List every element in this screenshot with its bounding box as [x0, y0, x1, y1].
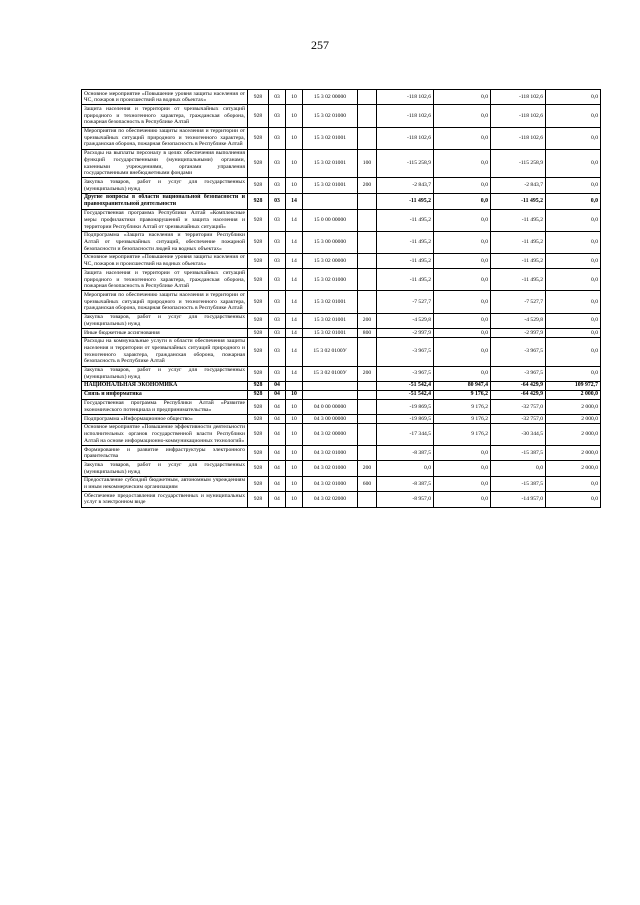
- cell-total-change: -3 967,5: [377, 366, 434, 381]
- table-row: [82, 291, 601, 313]
- cell-total-change: -3 967,5: [377, 337, 434, 366]
- cell-amount-2: -118 102,6: [491, 90, 546, 105]
- cell-ved: 928: [248, 269, 269, 291]
- cell-total-change: -8 957,0: [377, 492, 434, 507]
- cell-ved: 928: [248, 178, 269, 193]
- cell-target-article: 15 3 02 01001: [303, 149, 358, 178]
- cell-target-article: 04 0 00 00000: [303, 399, 358, 414]
- cell-expense-type: 200: [358, 461, 377, 476]
- cell-federal-change: 0,0: [434, 446, 491, 461]
- cell-federal-change: 9 176,2: [434, 423, 491, 445]
- cell-federal-change: 0,0: [434, 231, 491, 253]
- cell-subsection: 10: [286, 390, 303, 399]
- cell-federal-change: 0,0: [434, 476, 491, 491]
- cell-expense-type: 800: [358, 329, 377, 338]
- cell-target-article: 15 3 02 01000: [303, 269, 358, 291]
- cell-target-article: 15 3 02 0100У: [303, 337, 358, 366]
- cell-amount-3: 0,0: [546, 231, 601, 253]
- row-name: Основное мероприятие «Повышение уровня защиты населения от ЧС, пожаров и происшествий на водных объектах»: [82, 253, 248, 268]
- cell-federal-change: 0,0: [434, 329, 491, 338]
- cell-amount-2: -11 495,2: [491, 231, 546, 253]
- row-name: Основное мероприятие «Повышение уровня защиты населения от ЧС, пожаров и происшествий на водных объектах»: [82, 90, 248, 105]
- cell-amount-2: -64 429,9: [491, 381, 546, 390]
- cell-amount-3: 0,0: [546, 291, 601, 313]
- cell-total-change: -19 869,5: [377, 415, 434, 424]
- cell-expense-type: 200: [358, 178, 377, 193]
- cell-amount-2: -3 967,5: [491, 366, 546, 381]
- cell-total-change: -8 387,5: [377, 476, 434, 491]
- cell-expense-type: [358, 415, 377, 424]
- cell-federal-change: 0,0: [434, 337, 491, 366]
- cell-amount-2: -30 344,5: [491, 423, 546, 445]
- cell-section: 03: [269, 209, 286, 231]
- cell-section: 03: [269, 127, 286, 149]
- cell-expense-type: [358, 446, 377, 461]
- table-row: [82, 415, 601, 424]
- row-name: Государственная программа Республики Алтай «Комплексные меры профилактики правонарушений и защита населения и территории Республики Алтай от чрезвычайных ситуаций»: [82, 209, 248, 231]
- cell-ved: 928: [248, 291, 269, 313]
- cell-federal-change: 0,0: [434, 492, 491, 507]
- cell-subsection: 14: [286, 269, 303, 291]
- cell-amount-2: -11 495,2: [491, 193, 546, 209]
- cell-federal-change: 0,0: [434, 291, 491, 313]
- table-row: [82, 423, 601, 445]
- cell-subsection: 10: [286, 461, 303, 476]
- table-row: [82, 127, 601, 149]
- cell-expense-type: [358, 193, 377, 209]
- cell-amount-2: -11 495,2: [491, 253, 546, 268]
- cell-ved: 928: [248, 329, 269, 338]
- cell-expense-type: [358, 209, 377, 231]
- cell-subsection: 10: [286, 492, 303, 507]
- cell-section: 04: [269, 415, 286, 424]
- row-name: Подпрограмма «Информационное общество»: [82, 415, 248, 424]
- cell-amount-3: 0,0: [546, 269, 601, 291]
- cell-ved: 928: [248, 231, 269, 253]
- table-row: [82, 492, 601, 507]
- cell-ved: 928: [248, 446, 269, 461]
- cell-subsection: 14: [286, 291, 303, 313]
- cell-ved: 928: [248, 313, 269, 328]
- cell-target-article: 04 3 02 01000: [303, 461, 358, 476]
- cell-expense-type: [358, 381, 377, 390]
- row-name: Закупка товаров, работ и услуг для государственных (муниципальных) нужд: [82, 461, 248, 476]
- cell-expense-type: [358, 492, 377, 507]
- cell-subsection: 10: [286, 415, 303, 424]
- cell-section: 04: [269, 399, 286, 414]
- cell-target-article: 15 0 00 00000: [303, 209, 358, 231]
- cell-amount-3: 2 000,0: [546, 415, 601, 424]
- cell-amount-3: 2 000,0: [546, 390, 601, 399]
- cell-amount-2: -4 529,8: [491, 313, 546, 328]
- cell-total-change: -2 843,7: [377, 178, 434, 193]
- cell-subsection: 10: [286, 399, 303, 414]
- cell-ved: 928: [248, 415, 269, 424]
- cell-federal-change: 0,0: [434, 209, 491, 231]
- cell-amount-3: 0,0: [546, 127, 601, 149]
- cell-subsection: 14: [286, 231, 303, 253]
- cell-amount-3: 2 000,0: [546, 399, 601, 414]
- cell-ved: 928: [248, 366, 269, 381]
- table-row: [82, 269, 601, 291]
- cell-expense-type: 600: [358, 476, 377, 491]
- cell-federal-change: 9 176,2: [434, 399, 491, 414]
- cell-total-change: -17 344,5: [377, 423, 434, 445]
- table-row: [82, 476, 601, 491]
- cell-amount-2: -14 957,0: [491, 492, 546, 507]
- cell-ved: 928: [248, 476, 269, 491]
- cell-amount-2: -15 387,5: [491, 476, 546, 491]
- cell-section: 04: [269, 476, 286, 491]
- cell-total-change: -19 869,5: [377, 399, 434, 414]
- row-name: Закупка товаров, работ и услуг для государственных (муниципальных) нужд: [82, 178, 248, 193]
- table-row: [82, 366, 601, 381]
- cell-total-change: -115 258,9: [377, 149, 434, 178]
- cell-amount-2: -118 102,6: [491, 105, 546, 127]
- cell-subsection: 10: [286, 423, 303, 445]
- cell-amount-3: 0,0: [546, 329, 601, 338]
- cell-ved: 928: [248, 90, 269, 105]
- cell-amount-2: -2 843,7: [491, 178, 546, 193]
- cell-amount-2: 0,0: [491, 461, 546, 476]
- cell-section: 03: [269, 90, 286, 105]
- cell-amount-2: -15 387,5: [491, 446, 546, 461]
- cell-amount-2: -115 258,9: [491, 149, 546, 178]
- cell-target-article: 04 3 02 02000: [303, 492, 358, 507]
- row-name: Мероприятия по обеспечению защиты населения и территории от чрезвычайных ситуаций природного и техногенного характера, гражданская оборона, пожарная безопасность в Республике Алтай: [82, 127, 248, 149]
- cell-section: 03: [269, 253, 286, 268]
- cell-subsection: 14: [286, 193, 303, 209]
- table-row: [82, 390, 601, 399]
- cell-section: 04: [269, 381, 286, 390]
- cell-federal-change: 9 176,2: [434, 415, 491, 424]
- cell-total-change: -51 542,4: [377, 381, 434, 390]
- page-number: 257: [311, 38, 329, 52]
- table-row: [82, 399, 601, 414]
- cell-amount-2: -64 429,9: [491, 390, 546, 399]
- cell-federal-change: 0,0: [434, 178, 491, 193]
- cell-target-article: 15 3 02 01001: [303, 127, 358, 149]
- cell-target-article: [303, 193, 358, 209]
- cell-federal-change: 0,0: [434, 90, 491, 105]
- cell-amount-2: -32 757,0: [491, 415, 546, 424]
- table-row: [82, 381, 601, 390]
- row-name: Основное мероприятие «Повышение эффективности деятельности исполнительных органов государственной власти Республики Алтай на основе информационно-коммуникационных технологий»: [82, 423, 248, 445]
- cell-expense-type: [358, 127, 377, 149]
- cell-total-change: -11 495,2: [377, 269, 434, 291]
- cell-total-change: -51 542,4: [377, 390, 434, 399]
- cell-amount-3: 0,0: [546, 209, 601, 231]
- table-row: [82, 105, 601, 127]
- cell-expense-type: [358, 269, 377, 291]
- cell-amount-3: 0,0: [546, 476, 601, 491]
- cell-section: 03: [269, 291, 286, 313]
- cell-target-article: 15 3 02 01001: [303, 291, 358, 313]
- cell-expense-type: [358, 423, 377, 445]
- cell-subsection: 10: [286, 476, 303, 491]
- table-row: [82, 446, 601, 461]
- cell-section: 03: [269, 149, 286, 178]
- cell-amount-2: -11 495,2: [491, 209, 546, 231]
- cell-amount-3: 0,0: [546, 193, 601, 209]
- cell-ved: 928: [248, 492, 269, 507]
- table-row: [82, 337, 601, 366]
- cell-amount-3: 0,0: [546, 337, 601, 366]
- cell-section: 04: [269, 492, 286, 507]
- cell-expense-type: 100: [358, 149, 377, 178]
- cell-amount-3: 0,0: [546, 149, 601, 178]
- cell-total-change: 0,0: [377, 461, 434, 476]
- cell-federal-change: 0,0: [434, 105, 491, 127]
- cell-amount-3: 0,0: [546, 105, 601, 127]
- cell-target-article: 15 3 02 01001: [303, 178, 358, 193]
- row-name: Другие вопросы в области национальной безопасности и правоохранительной деятельности: [82, 193, 248, 209]
- cell-target-article: 15 3 02 01000: [303, 105, 358, 127]
- cell-section: 03: [269, 269, 286, 291]
- cell-subsection: 14: [286, 313, 303, 328]
- cell-ved: 928: [248, 193, 269, 209]
- cell-section: 03: [269, 329, 286, 338]
- table-row: [82, 178, 601, 193]
- cell-subsection: [286, 381, 303, 390]
- cell-amount-2: -2 997,9: [491, 329, 546, 338]
- row-name: Государственная программа Республики Алтай «Развитие экономического потенциала и предпринимательства»: [82, 399, 248, 414]
- cell-expense-type: [358, 253, 377, 268]
- cell-target-article: [303, 390, 358, 399]
- cell-target-article: 04 3 02 00000: [303, 423, 358, 445]
- cell-amount-3: 0,0: [546, 313, 601, 328]
- row-name: Закупка товаров, работ и услуг для государственных (муниципальных) нужд: [82, 366, 248, 381]
- cell-amount-3: 109 972,7: [546, 381, 601, 390]
- row-name: НАЦИОНАЛЬНАЯ ЭКОНОМИКА: [82, 381, 248, 390]
- cell-total-change: -4 529,8: [377, 313, 434, 328]
- cell-ved: 928: [248, 209, 269, 231]
- cell-total-change: -118 102,6: [377, 127, 434, 149]
- cell-amount-2: -3 967,5: [491, 337, 546, 366]
- cell-expense-type: [358, 337, 377, 366]
- cell-ved: 928: [248, 253, 269, 268]
- row-name: Иные бюджетные ассигнования: [82, 329, 248, 338]
- cell-federal-change: 9 176,2: [434, 390, 491, 399]
- cell-section: 03: [269, 193, 286, 209]
- cell-target-article: 15 3 02 01001: [303, 313, 358, 328]
- table-row: [82, 253, 601, 268]
- cell-federal-change: 0,0: [434, 313, 491, 328]
- cell-total-change: -118 102,6: [377, 105, 434, 127]
- table-row: [82, 329, 601, 338]
- cell-amount-2: -11 495,2: [491, 269, 546, 291]
- cell-federal-change: 0,0: [434, 193, 491, 209]
- table-row: [82, 313, 601, 328]
- cell-subsection: 10: [286, 90, 303, 105]
- cell-target-article: 15 3 00 00000: [303, 231, 358, 253]
- cell-expense-type: 200: [358, 313, 377, 328]
- cell-amount-3: 2 000,0: [546, 423, 601, 445]
- cell-section: 04: [269, 461, 286, 476]
- cell-total-change: -8 387,5: [377, 446, 434, 461]
- cell-expense-type: [358, 390, 377, 399]
- cell-section: 04: [269, 390, 286, 399]
- cell-section: 03: [269, 105, 286, 127]
- cell-target-article: 15 3 02 0100У: [303, 366, 358, 381]
- row-name: Расходы на коммунальные услуги в области обеспечения защиты населения и территории от чрезвычайных ситуаций природного и техногенного характера, гражданская оборона, пожарная безопасность в Республике Алтай: [82, 337, 248, 366]
- cell-target-article: 04 3 00 00000: [303, 415, 358, 424]
- cell-subsection: 14: [286, 366, 303, 381]
- cell-ved: 928: [248, 461, 269, 476]
- row-name: Подпрограмма «Защита населения и территории Республики Алтай от чрезвычайных ситуаций, обеспечение пожарной безопасности и безопасности людей на водных объектах»: [82, 231, 248, 253]
- cell-section: 04: [269, 446, 286, 461]
- cell-target-article: 04 3 02 01000: [303, 446, 358, 461]
- budget-table: [81, 89, 601, 508]
- cell-target-article: 15 3 02 01001: [303, 329, 358, 338]
- cell-target-article: 04 3 02 01000: [303, 476, 358, 491]
- cell-ved: 928: [248, 399, 269, 414]
- row-name: Связь и информатика: [82, 390, 248, 399]
- row-name: Защита населения и территории от чрезвычайных ситуаций природного и техногенного характера, гражданская оборона, пожарная безопасность в Республике Алтай: [82, 105, 248, 127]
- cell-total-change: -2 997,9: [377, 329, 434, 338]
- cell-federal-change: 0,0: [434, 149, 491, 178]
- cell-amount-3: 2 000,0: [546, 446, 601, 461]
- cell-total-change: -118 102,6: [377, 90, 434, 105]
- table-body: [82, 90, 601, 508]
- table-row: [82, 209, 601, 231]
- cell-subsection: 14: [286, 209, 303, 231]
- cell-amount-3: 0,0: [546, 178, 601, 193]
- cell-ved: 928: [248, 381, 269, 390]
- cell-section: 03: [269, 337, 286, 366]
- row-name: Расходы на выплаты персоналу в целях обеспечения выполнения функций государственными (муниципальными) органами, казенными учреждениями, органами управления государственными внебюджетными фондами: [82, 149, 248, 178]
- cell-subsection: 14: [286, 253, 303, 268]
- cell-subsection: 10: [286, 127, 303, 149]
- cell-section: 03: [269, 231, 286, 253]
- cell-subsection: 10: [286, 446, 303, 461]
- cell-total-change: -11 495,2: [377, 209, 434, 231]
- table-row: [82, 90, 601, 105]
- cell-subsection: 10: [286, 149, 303, 178]
- cell-subsection: 14: [286, 329, 303, 338]
- cell-ved: 928: [248, 105, 269, 127]
- cell-subsection: 10: [286, 105, 303, 127]
- cell-target-article: 15 3 02 00000: [303, 253, 358, 268]
- cell-section: 03: [269, 366, 286, 381]
- cell-federal-change: 0,0: [434, 253, 491, 268]
- row-name: Защита населения и территории от чрезвычайных ситуаций природного и техногенного характера, гражданская оборона, пожарная безопасность в Республике Алтай: [82, 269, 248, 291]
- cell-expense-type: [358, 231, 377, 253]
- table-row: [82, 193, 601, 209]
- row-name: Обеспечение предоставления государственных и муниципальных услуг в электронном виде: [82, 492, 248, 507]
- cell-amount-2: -7 527,7: [491, 291, 546, 313]
- cell-amount-3: 0,0: [546, 492, 601, 507]
- table-row: [82, 231, 601, 253]
- cell-federal-change: 0,0: [434, 269, 491, 291]
- cell-expense-type: [358, 399, 377, 414]
- cell-expense-type: 200: [358, 366, 377, 381]
- cell-amount-2: -32 757,0: [491, 399, 546, 414]
- row-name: Формирование и развитие инфраструктуры электронного правительства: [82, 446, 248, 461]
- cell-section: 04: [269, 423, 286, 445]
- table-row: [82, 149, 601, 178]
- row-name: Мероприятия по обеспечению защиты населения и территории от чрезвычайных ситуаций природного и техногенного характера, гражданская оборона, пожарная безопасность в Республике Алтай: [82, 291, 248, 313]
- cell-target-article: 15 3 02 00000: [303, 90, 358, 105]
- cell-federal-change: 0,0: [434, 366, 491, 381]
- cell-federal-change: 80 947,4: [434, 381, 491, 390]
- cell-section: 03: [269, 313, 286, 328]
- cell-ved: 928: [248, 127, 269, 149]
- row-name: Предоставление субсидий бюджетным, автономным учреждениям и иным некоммерческим организациям: [82, 476, 248, 491]
- cell-total-change: -11 495,2: [377, 253, 434, 268]
- cell-expense-type: [358, 105, 377, 127]
- cell-federal-change: 0,0: [434, 461, 491, 476]
- cell-total-change: -7 527,7: [377, 291, 434, 313]
- cell-subsection: 14: [286, 337, 303, 366]
- cell-target-article: [303, 381, 358, 390]
- table-row: [82, 461, 601, 476]
- cell-subsection: 10: [286, 178, 303, 193]
- cell-ved: 928: [248, 337, 269, 366]
- cell-ved: 928: [248, 149, 269, 178]
- cell-total-change: -11 495,2: [377, 231, 434, 253]
- cell-amount-3: 0,0: [546, 90, 601, 105]
- cell-federal-change: 0,0: [434, 127, 491, 149]
- cell-amount-3: 0,0: [546, 253, 601, 268]
- cell-amount-2: -118 102,6: [491, 127, 546, 149]
- cell-ved: 928: [248, 423, 269, 445]
- cell-expense-type: [358, 291, 377, 313]
- cell-amount-3: 0,0: [546, 366, 601, 381]
- cell-total-change: -11 495,2: [377, 193, 434, 209]
- cell-amount-3: 2 000,0: [546, 461, 601, 476]
- cell-section: 03: [269, 178, 286, 193]
- cell-ved: 928: [248, 390, 269, 399]
- cell-expense-type: [358, 90, 377, 105]
- row-name: Закупка товаров, работ и услуг для государственных (муниципальных) нужд: [82, 313, 248, 328]
